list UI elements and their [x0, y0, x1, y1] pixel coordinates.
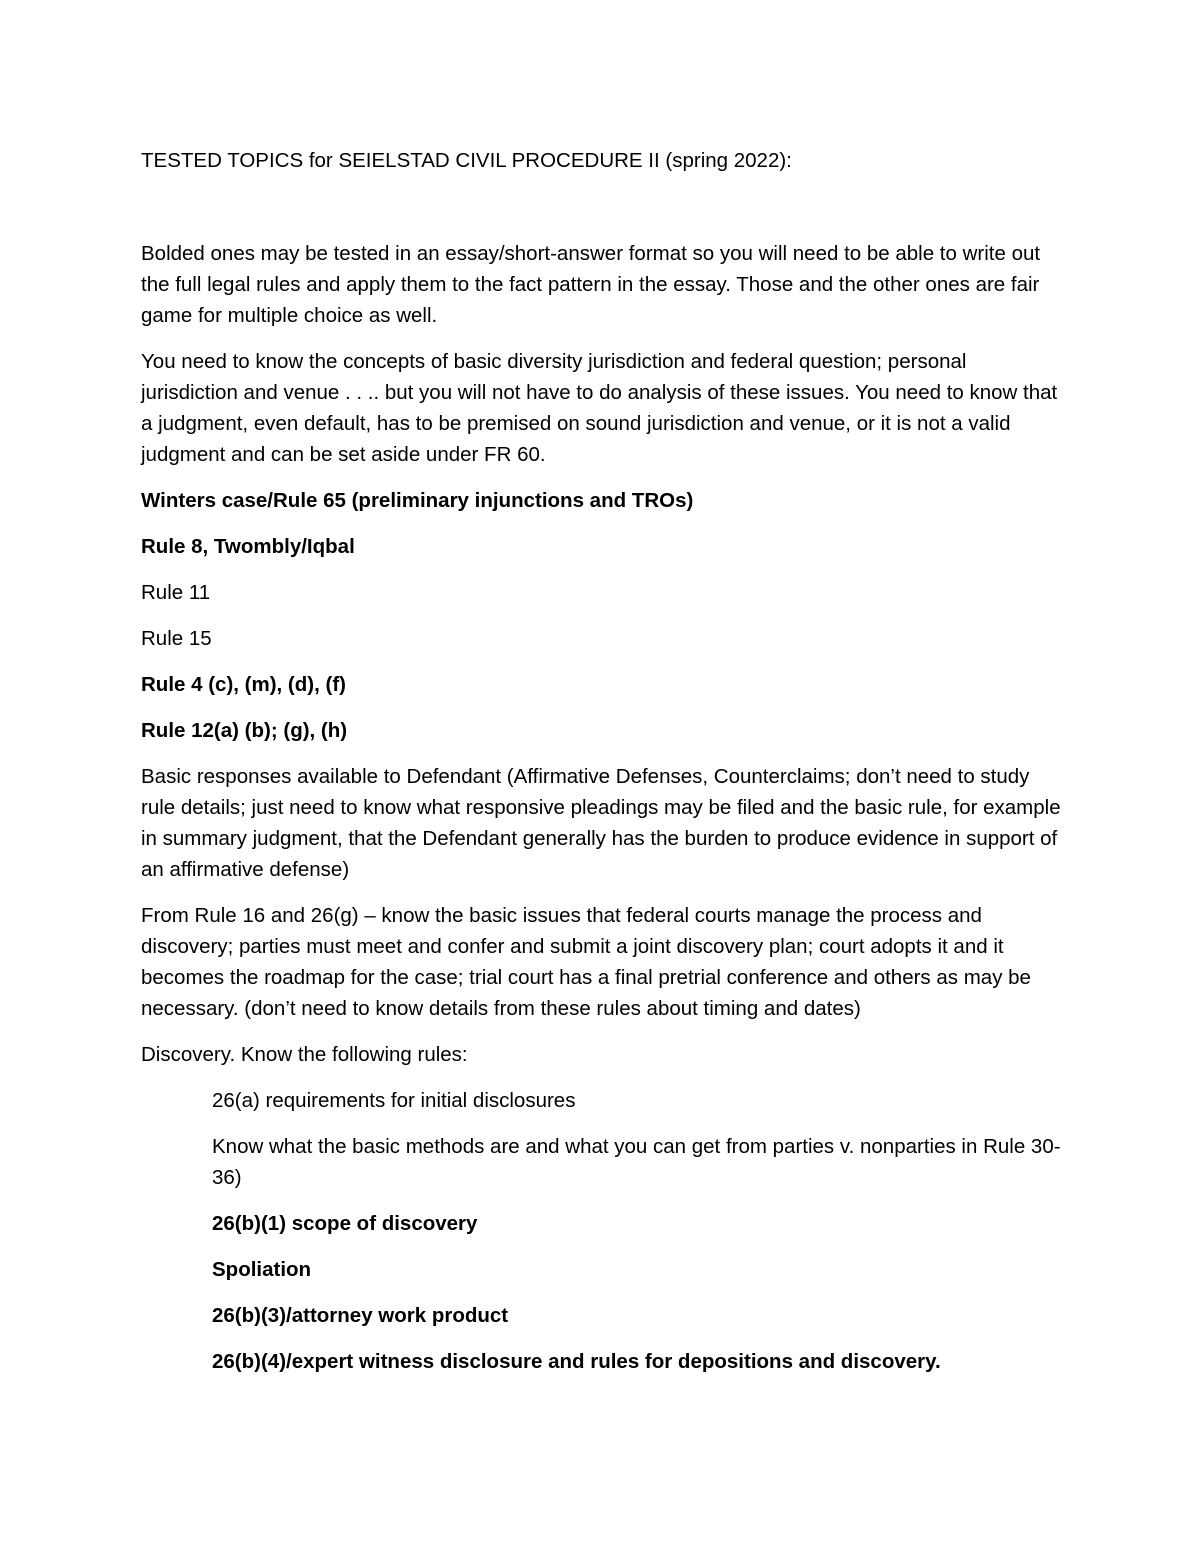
intro-paragraph: Bolded ones may be tested in an essay/short-answer format so you will need to be able to write out the full legal rules and apply them to the fact pattern in the essay. Those and the other ones are fair game for multiple choice as well. — [141, 242, 1041, 327]
topic-rule15: Rule 15 — [141, 627, 212, 650]
topic-rule4: Rule 4 (c), (m), (d), (f) — [141, 673, 346, 696]
discovery-item-initial-disclosures: 26(a) requirements for initial disclosures — [212, 1089, 576, 1112]
document-body — [141, 145, 1066, 1392]
discovery-item-spoliation: Spoliation — [212, 1258, 312, 1281]
topic-rule12: Rule 12(a) (b); (g), (h) — [141, 719, 348, 742]
discovery-item-scope: 26(b)(1) scope of discovery — [212, 1212, 478, 1235]
discovery-item-methods: Know what the basic methods are and what you can get from parties v. nonparties in Rule 30-36) — [212, 1135, 1061, 1189]
responses-paragraph: Basic responses available to Defendant (Affirmative Defenses, Counterclaims; don’t need to study rule details; just need to know what responsive pleadings may be filed and the basic rule, for example in summary judgment, that the Defendant generally has the burden to produce evidence in support of an affirmative defense) — [141, 765, 1061, 881]
topic-rule8: Rule 8, Twombly/Iqbal — [141, 535, 355, 558]
topic-rule11: Rule 11 — [141, 581, 211, 604]
jurisdiction-paragraph: You need to know the concepts of basic diversity jurisdiction and federal question; personal jurisdiction and venue . . .. but you will not have to do analysis of these issues. You need to know that a judgment, even default, has to be premised on sound jurisdiction and venue, or it is not a valid judgment and can be set aside under FR 60. — [141, 350, 1058, 466]
discovery-item-work-product: 26(b)(3)/attorney work product — [212, 1304, 509, 1327]
topic-winters: Winters case/Rule 65 (preliminary injunctions and TROs) — [141, 489, 694, 512]
document-title: TESTED TOPICS for SEIELSTAD CIVIL PROCEDURE II (spring 2022): — [141, 149, 792, 172]
discovery-heading: Discovery. Know the following rules: — [141, 1043, 468, 1066]
rule16-paragraph: From Rule 16 and 26(g) – know the basic issues that federal courts manage the process and discovery; parties must meet and confer and submit a joint discovery plan; court adopts it and it becomes the roadmap for the case; trial court has a final pretrial conference and others as may be necessary. (don’t need to know details from these rules about timing and dates) — [141, 904, 1031, 1020]
discovery-item-expert-witness: 26(b)(4)/expert witness disclosure and rules for depositions and discovery. — [212, 1350, 941, 1373]
